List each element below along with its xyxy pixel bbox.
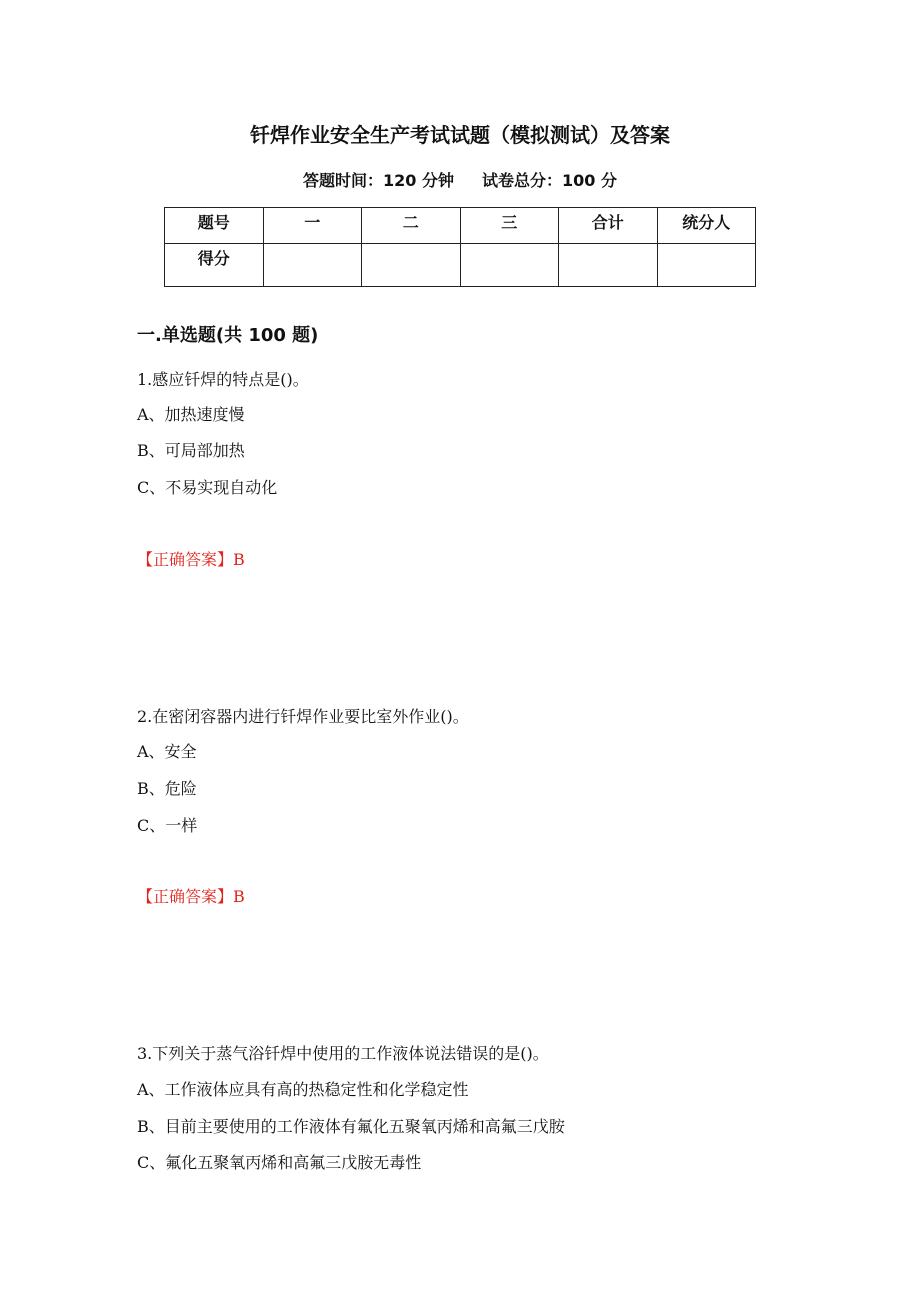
score-header-cell: 一 [263,208,362,244]
score-header-cell: 三 [460,208,559,244]
correct-answer: 【正确答案】B [137,550,245,569]
score-row-label: 得分 [165,244,264,287]
score-cell [559,244,658,287]
score-cell [263,244,362,287]
correct-answer: 【正确答案】B [137,887,245,906]
question-option: B、危险 [137,779,197,798]
score-header-cell: 统分人 [657,208,756,244]
score-cell [657,244,756,287]
question-stem: 3.下列关于蒸气浴钎焊中使用的工作液体说法错误的是()。 [137,1044,549,1063]
question-option: A、工作液体应具有高的热稳定性和化学稳定性 [137,1080,469,1099]
score-cell [460,244,559,287]
question-option: C、一样 [137,816,198,835]
question-option: A、安全 [137,742,197,761]
score-header-cell: 题号 [165,208,264,244]
question-stem: 2.在密闭容器内进行钎焊作业要比室外作业()。 [137,707,469,726]
score-cell [362,244,461,287]
score-header-cell: 二 [362,208,461,244]
question-option: C、氟化五聚氧丙烯和高氟三戊胺无毒性 [137,1153,422,1172]
question-option: A、加热速度慢 [137,405,245,424]
question-stem: 1.感应钎焊的特点是()。 [137,370,309,389]
score-header-cell: 合计 [559,208,658,244]
question-option: C、不易实现自动化 [137,478,278,497]
section-title: 一.单选题(共 100 题) [137,325,319,346]
question-option: B、可局部加热 [137,441,245,460]
score-table-header-row [165,208,756,244]
exam-meta [0,168,920,194]
exam-time: 答题时间：120 分钟 [303,171,454,190]
score-table-score-row [165,244,756,287]
exam-total-score: 试卷总分：100 分 [482,171,617,190]
document-title: 钎焊作业安全生产考试试题（模拟测试）及答案 [250,123,670,147]
question-option: B、目前主要使用的工作液体有氟化五聚氧丙烯和高氟三戊胺 [137,1117,565,1136]
score-table [164,207,756,287]
